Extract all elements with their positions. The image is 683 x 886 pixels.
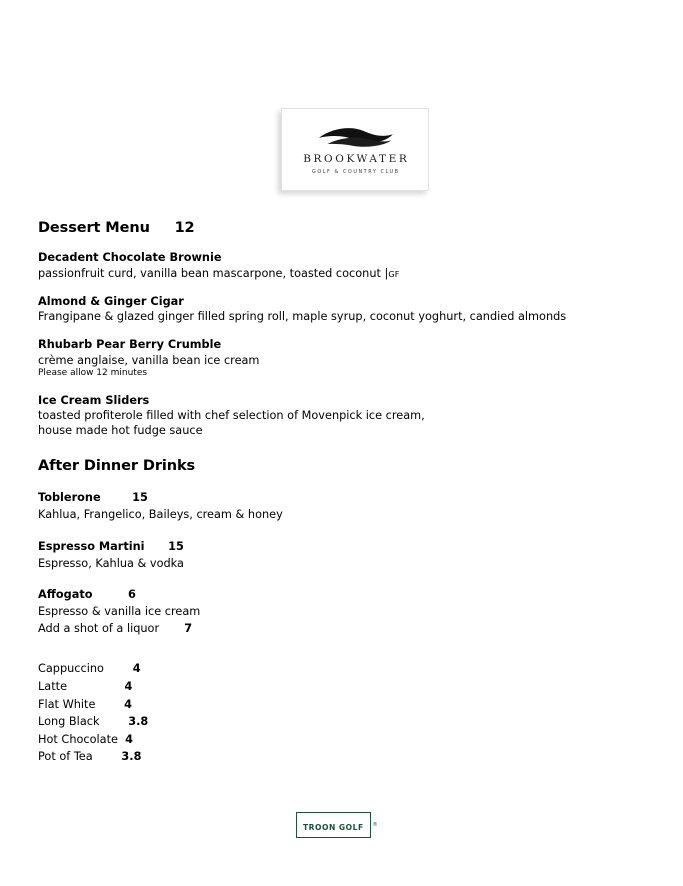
coffee-name: Latte <box>38 679 68 693</box>
coffee-list-item <box>38 748 638 766</box>
troon-golf-logo <box>296 808 386 842</box>
menu-item-note: Please allow 12 minutes <box>38 367 148 378</box>
coffee-price: 3.8 <box>121 750 142 764</box>
coffee-price: 3.8 <box>128 715 149 729</box>
drink-item-name: Affogato <box>38 588 93 602</box>
drink-item-description: Espresso, Kahlua & vodka <box>38 556 184 570</box>
brand-logo-subtitle: GOLF & COUNTRY CLUB <box>312 169 400 176</box>
drink-item <box>38 587 638 638</box>
menu-item-description <box>38 266 638 281</box>
drink-item-name: Toblerone <box>38 490 101 504</box>
coffee-name: Long Black <box>38 715 100 729</box>
drink-item-price: 15 <box>132 490 148 504</box>
menu-item <box>38 294 638 325</box>
menu-item-description: crème anglaise, vanilla bean ice cream <box>38 353 260 367</box>
menu-item-name: Ice Cream Sliders <box>38 393 150 407</box>
coffee-price: 4 <box>124 679 133 693</box>
dessert-section-title: Dessert Menu <box>38 220 150 236</box>
coffee-price: 4 <box>125 732 134 746</box>
drink-item-addon-row <box>38 621 638 638</box>
coffee-price: 4 <box>124 697 133 711</box>
wave-swoosh-icon <box>312 124 398 150</box>
drink-item-addon-label: Add a shot of a liquor <box>38 622 160 636</box>
coffee-list-item <box>38 678 638 696</box>
drink-item <box>38 490 638 524</box>
troon-golf-logo-text: TROON GOLF <box>303 823 364 832</box>
registered-trademark-icon: ® <box>372 821 378 828</box>
menu-item-description: Frangipane & glazed ginger filled spring roll, maple syrup, coconut yoghurt, candied almonds <box>38 310 567 324</box>
dessert-section-price: 12 <box>174 220 195 236</box>
menu-item-description: toasted profiterole filled with chef selection of Movenpick ice cream, <box>38 408 425 422</box>
menu-item <box>38 250 638 281</box>
menu-sheet <box>38 220 638 766</box>
coffee-list-item <box>38 731 638 749</box>
drink-item-price: 6 <box>127 588 136 602</box>
brand-logo-card <box>281 108 429 191</box>
menu-item-description-line2: house made hot fudge sauce <box>38 424 203 438</box>
drink-item-description: Espresso & vanilla ice cream <box>38 605 201 619</box>
drink-item-name-row <box>38 490 638 507</box>
menu-item-name: Rhubarb Pear Berry Crumble <box>38 338 222 352</box>
menu-item <box>38 393 638 439</box>
coffee-name: Cappuccino <box>38 662 104 676</box>
brand-logo-box <box>281 108 429 191</box>
coffee-price: 4 <box>132 662 141 676</box>
drink-item-price: 15 <box>168 539 184 553</box>
drink-item-description: Kahlua, Frangelico, Baileys, cream & honey <box>38 507 283 521</box>
drink-item-name-row <box>38 539 638 556</box>
dietary-tag-gf: GF <box>388 269 400 279</box>
drink-item-addon-price: 7 <box>184 622 193 636</box>
menu-item <box>38 337 638 379</box>
coffee-list-item <box>38 660 638 678</box>
coffee-price-list <box>38 660 638 766</box>
brand-logo-name: BROOKWATER <box>303 152 410 165</box>
dessert-section-heading <box>38 220 638 237</box>
coffee-list-item <box>38 696 638 714</box>
menu-item-name: Decadent Chocolate Brownie <box>38 251 222 265</box>
coffee-name: Pot of Tea <box>38 750 93 764</box>
drink-item-name: Espresso Martini <box>38 539 145 553</box>
drink-item <box>38 539 638 573</box>
drink-item-name-row <box>38 587 638 604</box>
menu-item-description-text: passionfruit curd, vanilla bean mascarpone, toasted coconut | <box>38 266 389 280</box>
coffee-name: Hot Chocolate <box>38 732 118 746</box>
drinks-section-heading: After Dinner Drinks <box>38 458 196 475</box>
coffee-name: Flat White <box>38 697 96 711</box>
menu-item-name: Almond & Ginger Cigar <box>38 294 184 308</box>
coffee-list-item <box>38 713 638 731</box>
troon-golf-logo-box <box>296 812 371 838</box>
